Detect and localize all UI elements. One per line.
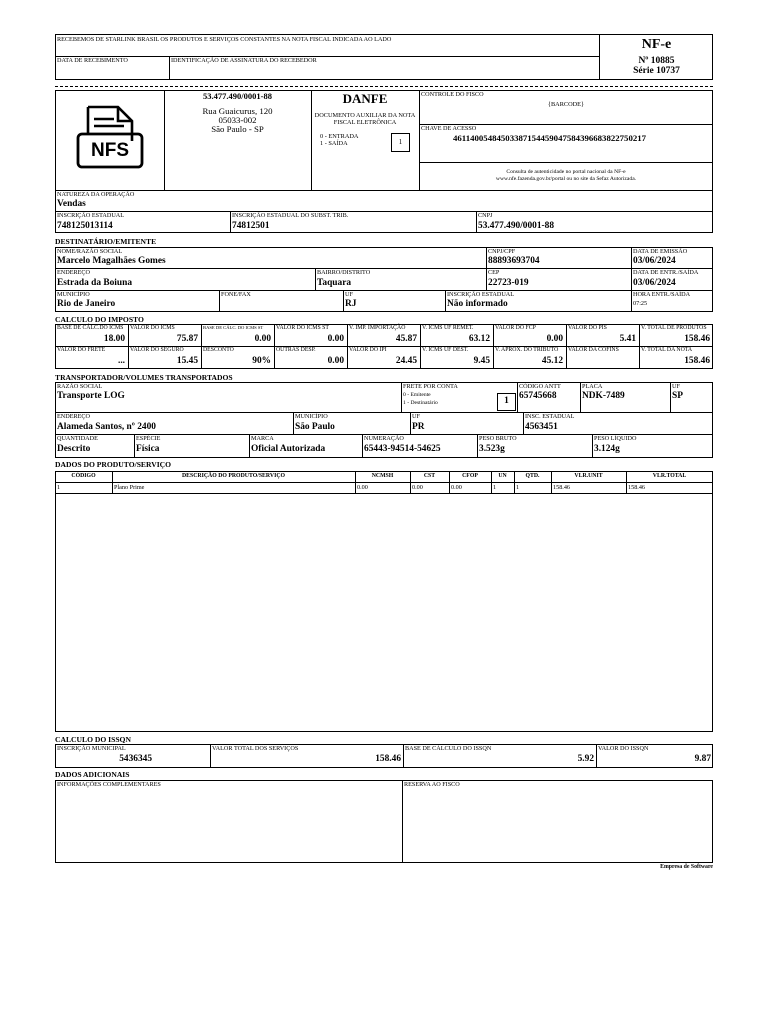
dest-endereco: Estrada da Boiuna xyxy=(57,278,133,288)
emitente-cnpj: 53.477.490/0001-88 xyxy=(203,91,272,101)
data-recebimento-label: DATA DE RECEBIMENTO xyxy=(57,57,128,64)
ie-label: INSCRIÇÃO ESTADUAL xyxy=(57,212,125,219)
emitente-endereco: Rua Guaicurus, 120 xyxy=(202,106,273,116)
imposto-label: DESCONTO xyxy=(203,347,234,353)
nfs-logo-icon xyxy=(74,101,146,173)
imposto-value: 9.45 xyxy=(473,356,490,366)
issqn-im-label: INSCRIÇÃO MUNICIPAL xyxy=(57,745,126,752)
dest-fone-label: FONE/FAX xyxy=(221,291,251,298)
transp-uf2: PR xyxy=(412,422,425,432)
transp-placa-label: PLACA xyxy=(582,383,603,390)
transp-marca-label: MARCA xyxy=(251,435,274,442)
danfe-tipo: 1 xyxy=(398,138,403,146)
transp-municipio-label: MUNICÍPIO xyxy=(295,413,328,420)
transp-ie: 4563451 xyxy=(525,422,558,432)
imposto-value: 63.12 xyxy=(468,334,490,344)
dest-uf: RJ xyxy=(345,299,357,309)
imposto-value: 158.46 xyxy=(684,356,710,366)
imposto-label: BASE DE CÁLC. DO ICMS ST xyxy=(203,325,264,330)
issqn-base-label: BASE DE CÁLCULO DO ISSQN xyxy=(405,745,492,752)
produto-cell: 1 xyxy=(57,484,61,491)
imposto-label: VALOR DO FCP xyxy=(495,325,536,331)
dest-saida: 03/06/2024 xyxy=(633,278,676,288)
transp-numeracao: 65443-94514-54625 xyxy=(364,444,441,454)
issqn-title: CALCULO DO ISSQN xyxy=(55,735,131,744)
issqn-valor: 9.87 xyxy=(694,754,711,764)
dest-endereco-label: ENDEREÇO xyxy=(57,269,90,276)
nfe-serie: Série 10737 xyxy=(633,66,680,76)
imposto-label: VALOR DO FRETE xyxy=(57,347,106,353)
transp-qtd: Descrito xyxy=(57,444,91,454)
imposto-value: 15.45 xyxy=(176,356,198,366)
transp-antt: 65745668 xyxy=(519,391,557,401)
imposto-label: BASE DE CÁLC.DO ICMS xyxy=(57,325,124,331)
controle-fisco-label: CONTROLE DO FISCO xyxy=(421,91,484,98)
imposto-value: 75.87 xyxy=(176,334,198,344)
imposto-label: OUTRAS DESP. xyxy=(276,347,316,353)
imposto-value: 45.12 xyxy=(541,356,563,366)
transp-endereco: Alameda Santos, nº 2400 xyxy=(57,422,156,432)
produtos-header: VLR.UNIT xyxy=(574,473,603,479)
issqn-servicos-label: VALOR TOTAL DOS SERVIÇOS xyxy=(212,745,299,752)
imposto-label: VALOR DO ICMS xyxy=(130,325,175,331)
danfe-entrada: 0 - ENTRADA xyxy=(320,133,359,140)
dest-ie: Não informado xyxy=(447,299,508,309)
imposto-value: 0.00 xyxy=(254,334,271,344)
cut-line xyxy=(55,86,713,87)
transp-ie-label: INSC. ESTADUAL xyxy=(525,413,575,420)
info-complementares-label: INFORMAÇÕES COMPLEMENTARES xyxy=(57,781,161,788)
adicionais-title: DADOS ADICIONAIS xyxy=(55,770,130,779)
imposto-value: 0.00 xyxy=(327,334,344,344)
transp-frete-value: 1 xyxy=(504,396,509,406)
transp-liquido-label: PESO LÍQUIDO xyxy=(594,435,637,442)
imposto-value: 90% xyxy=(252,356,271,366)
danfe-subtitle-1: DOCUMENTO AUXILIAR DA NOTA xyxy=(314,112,416,119)
emitente-cidade: São Paulo - SP xyxy=(211,124,264,134)
dest-cep: 22723-019 xyxy=(488,278,529,288)
dest-cpf: 88893693704 xyxy=(488,256,540,266)
footer-text: Empresa de Software xyxy=(660,864,713,870)
imposto-value: 5.41 xyxy=(619,334,636,344)
produtos-header: CÓDIGO xyxy=(71,473,96,479)
assinatura-label: IDENTIFICAÇÃO DE ASSINATURA DO RECEBEDOR xyxy=(171,57,317,64)
chave-acesso-label: CHAVE DE ACESSO xyxy=(421,125,477,132)
imposto-value: ... xyxy=(117,356,125,366)
produtos-box xyxy=(55,471,713,732)
produtos-header: VLR.TOTAL xyxy=(652,473,687,479)
produto-cell: 158.46 xyxy=(553,484,571,491)
produto-cell: 1 xyxy=(516,484,520,491)
imposto-value: 0.00 xyxy=(546,334,563,344)
transp-razao: Transporte LOG xyxy=(57,391,125,401)
cnpj-value: 53.477.490/0001-88 xyxy=(478,221,555,231)
transp-bruto: 3.523g xyxy=(479,444,505,454)
dest-nome-label: NOME/RAZÃO SOCIAL xyxy=(57,248,123,255)
iest-label: INSCRIÇÃO ESTADUAL DO SUBST. TRIB. xyxy=(232,212,349,219)
produtos-header: QTD. xyxy=(525,473,540,479)
dest-uf-label: UF xyxy=(345,291,353,298)
transp-razao-label: RAZÃO SOCIAL xyxy=(57,383,103,390)
issqn-base: 5.92 xyxy=(577,754,594,764)
danfe-title: DANFE xyxy=(342,91,388,106)
produto-cell: 158.46 xyxy=(628,484,646,491)
emitente-cep: 05033-002 xyxy=(218,115,257,125)
transporte-title: TRANSPORTADOR/VOLUMES TRANSPORTADOS xyxy=(55,373,233,382)
imposto-label: V. TOTAL DA NOTA xyxy=(641,347,693,353)
produto-cell: Plano Prime xyxy=(114,484,145,491)
imposto-label: VALOR DO SEGURO xyxy=(130,347,184,353)
dest-hora-label: HORA ENTR./SAÍDA xyxy=(633,291,691,298)
produto-cell: 0.00 xyxy=(412,484,423,491)
produto-cell: 1 xyxy=(493,484,497,491)
produtos-header: UN xyxy=(498,473,507,479)
transp-frete-destinatario: 1 - Destinatário xyxy=(403,400,438,406)
dest-saida-label: DATA DE ENTR./SAÍDA xyxy=(633,269,699,276)
dest-nome: Marcelo Magalhães Gomes xyxy=(57,256,166,266)
issqn-servicos: 158.46 xyxy=(375,754,401,764)
transp-especie-label: ESPÉCIE xyxy=(136,435,161,442)
cnpj-label: CNPJ xyxy=(478,212,493,219)
imposto-label: VALOR DO ICMS ST xyxy=(276,325,329,331)
consulta-line-1: Consulta de autenticidade no portal nacional da NF-e xyxy=(506,169,626,175)
danfe-subtitle-2: FISCAL ELETRÔNICA xyxy=(333,119,397,126)
dest-bairro-label: BAIRRO/DISTRITO xyxy=(317,269,371,276)
imposto-label: VALOR DO PIS xyxy=(568,325,607,331)
dest-municipio-label: MUNICÍPIO xyxy=(57,291,90,298)
destinatario-title: DESTINATÁRIO/EMITENTE xyxy=(55,237,157,246)
produtos-header: DESCRIÇÃO DO PRODUTO/SERVIÇO xyxy=(181,473,286,479)
issqn-im: 5436345 xyxy=(119,754,152,764)
produtos-header: CFOP xyxy=(462,473,478,479)
transp-placa: NDK-7489 xyxy=(582,391,625,401)
imposto-label: V. ICMS UF REMET. xyxy=(422,325,474,331)
logo-text: NFS xyxy=(91,140,129,161)
danfe-saida: 1 - SAÍDA xyxy=(320,140,348,147)
imposto-label: V. ICMS UF DEST. xyxy=(422,347,469,353)
natureza-label: NATUREZA DA OPERAÇÃO xyxy=(57,191,135,198)
transp-liquido: 3.124g xyxy=(594,444,620,454)
iest-value: 74812501 xyxy=(232,221,270,231)
transp-uf: SP xyxy=(672,391,683,401)
imposto-label: V. IMP. IMPORTAÇÃO xyxy=(349,325,406,331)
dest-bairro: Taquara xyxy=(317,278,352,288)
transp-uf2-label: UF xyxy=(412,413,420,420)
produto-cell: 0.00 xyxy=(357,484,368,491)
transp-marca: Oficial Autorizada xyxy=(251,444,326,454)
imposto-value: 158.46 xyxy=(684,334,710,344)
issqn-valor-label: VALOR DO ISSQN xyxy=(598,745,649,752)
transp-frete-label: FRETE POR CONTA xyxy=(403,383,458,390)
dest-emissao-label: DATA DE EMISSÃO xyxy=(633,248,688,255)
dest-emissao: 03/06/2024 xyxy=(633,256,676,266)
imposto-title: CALCULO DO IMPOSTO xyxy=(55,315,144,324)
transp-antt-label: CÓDIGO ANTT xyxy=(519,383,561,390)
transp-municipio: São Paulo xyxy=(295,422,335,432)
transp-frete-emitente: 0 - Emitente xyxy=(403,392,431,398)
produtos-title: DADOS DO PRODUTO/SERVIÇO xyxy=(55,460,172,469)
produtos-header: CST xyxy=(423,473,436,479)
ie-value: 748125013114 xyxy=(57,221,113,231)
dest-cpf-label: CNPJ/CPF xyxy=(488,248,516,255)
nfe-title: NF-e xyxy=(641,37,672,52)
transp-especie: Física xyxy=(136,444,160,454)
imposto-value: 45.87 xyxy=(395,334,417,344)
dest-hora: 07:25 xyxy=(633,300,648,307)
dest-cep-label: CEP xyxy=(488,269,500,276)
imposto-label: V. TOTAL DE PRODUTOS xyxy=(641,325,707,331)
transp-numeracao-label: NUMERAÇÃO xyxy=(364,435,404,442)
adicionais-box xyxy=(55,780,713,863)
imposto-label: VALOR DA COFINS xyxy=(568,347,619,353)
dest-ie-label: INSCRIÇÃO ESTADUAL xyxy=(447,291,515,298)
chave-acesso: 46114005484503387154459047584396683822750217 xyxy=(453,133,647,143)
produto-cell: 0.00 xyxy=(451,484,462,491)
produtos-header: NCMSH xyxy=(371,473,394,479)
recebemos-text: RECEBEMOS DE STARLINK BRASIL OS PRODUTOS E SERVIÇOS CONSTANTES NA NOTA FISCAL INDICADA AO LADO xyxy=(57,36,392,43)
transp-uf-label: UF xyxy=(672,383,680,390)
imposto-value: 18.00 xyxy=(103,334,125,344)
barcode-placeholder: {BARCODE} xyxy=(547,101,585,108)
transp-endereco-label: ENDEREÇO xyxy=(57,413,90,420)
consulta-line-2: www.nfe.fazenda.gov.br/portal ou no site da Sefaz Autorizada. xyxy=(495,176,637,182)
imposto-value: 0.00 xyxy=(327,356,344,366)
nfe-numero: Nº 10885 xyxy=(638,56,675,66)
imposto-label: V. APROX. DO TRIBUTO xyxy=(495,347,559,353)
transp-bruto-label: PESO BRUTO xyxy=(479,435,517,442)
imposto-label: VALOR DO IPI xyxy=(349,347,387,353)
natureza-value: Vendas xyxy=(57,199,86,209)
reserva-fisco-label: RESERVA AO FISCO xyxy=(404,781,460,788)
imposto-value: 24.45 xyxy=(395,356,417,366)
dest-municipio: Rio de Janeiro xyxy=(57,299,116,309)
transp-qtd-label: QUANTIDADE xyxy=(57,435,98,442)
